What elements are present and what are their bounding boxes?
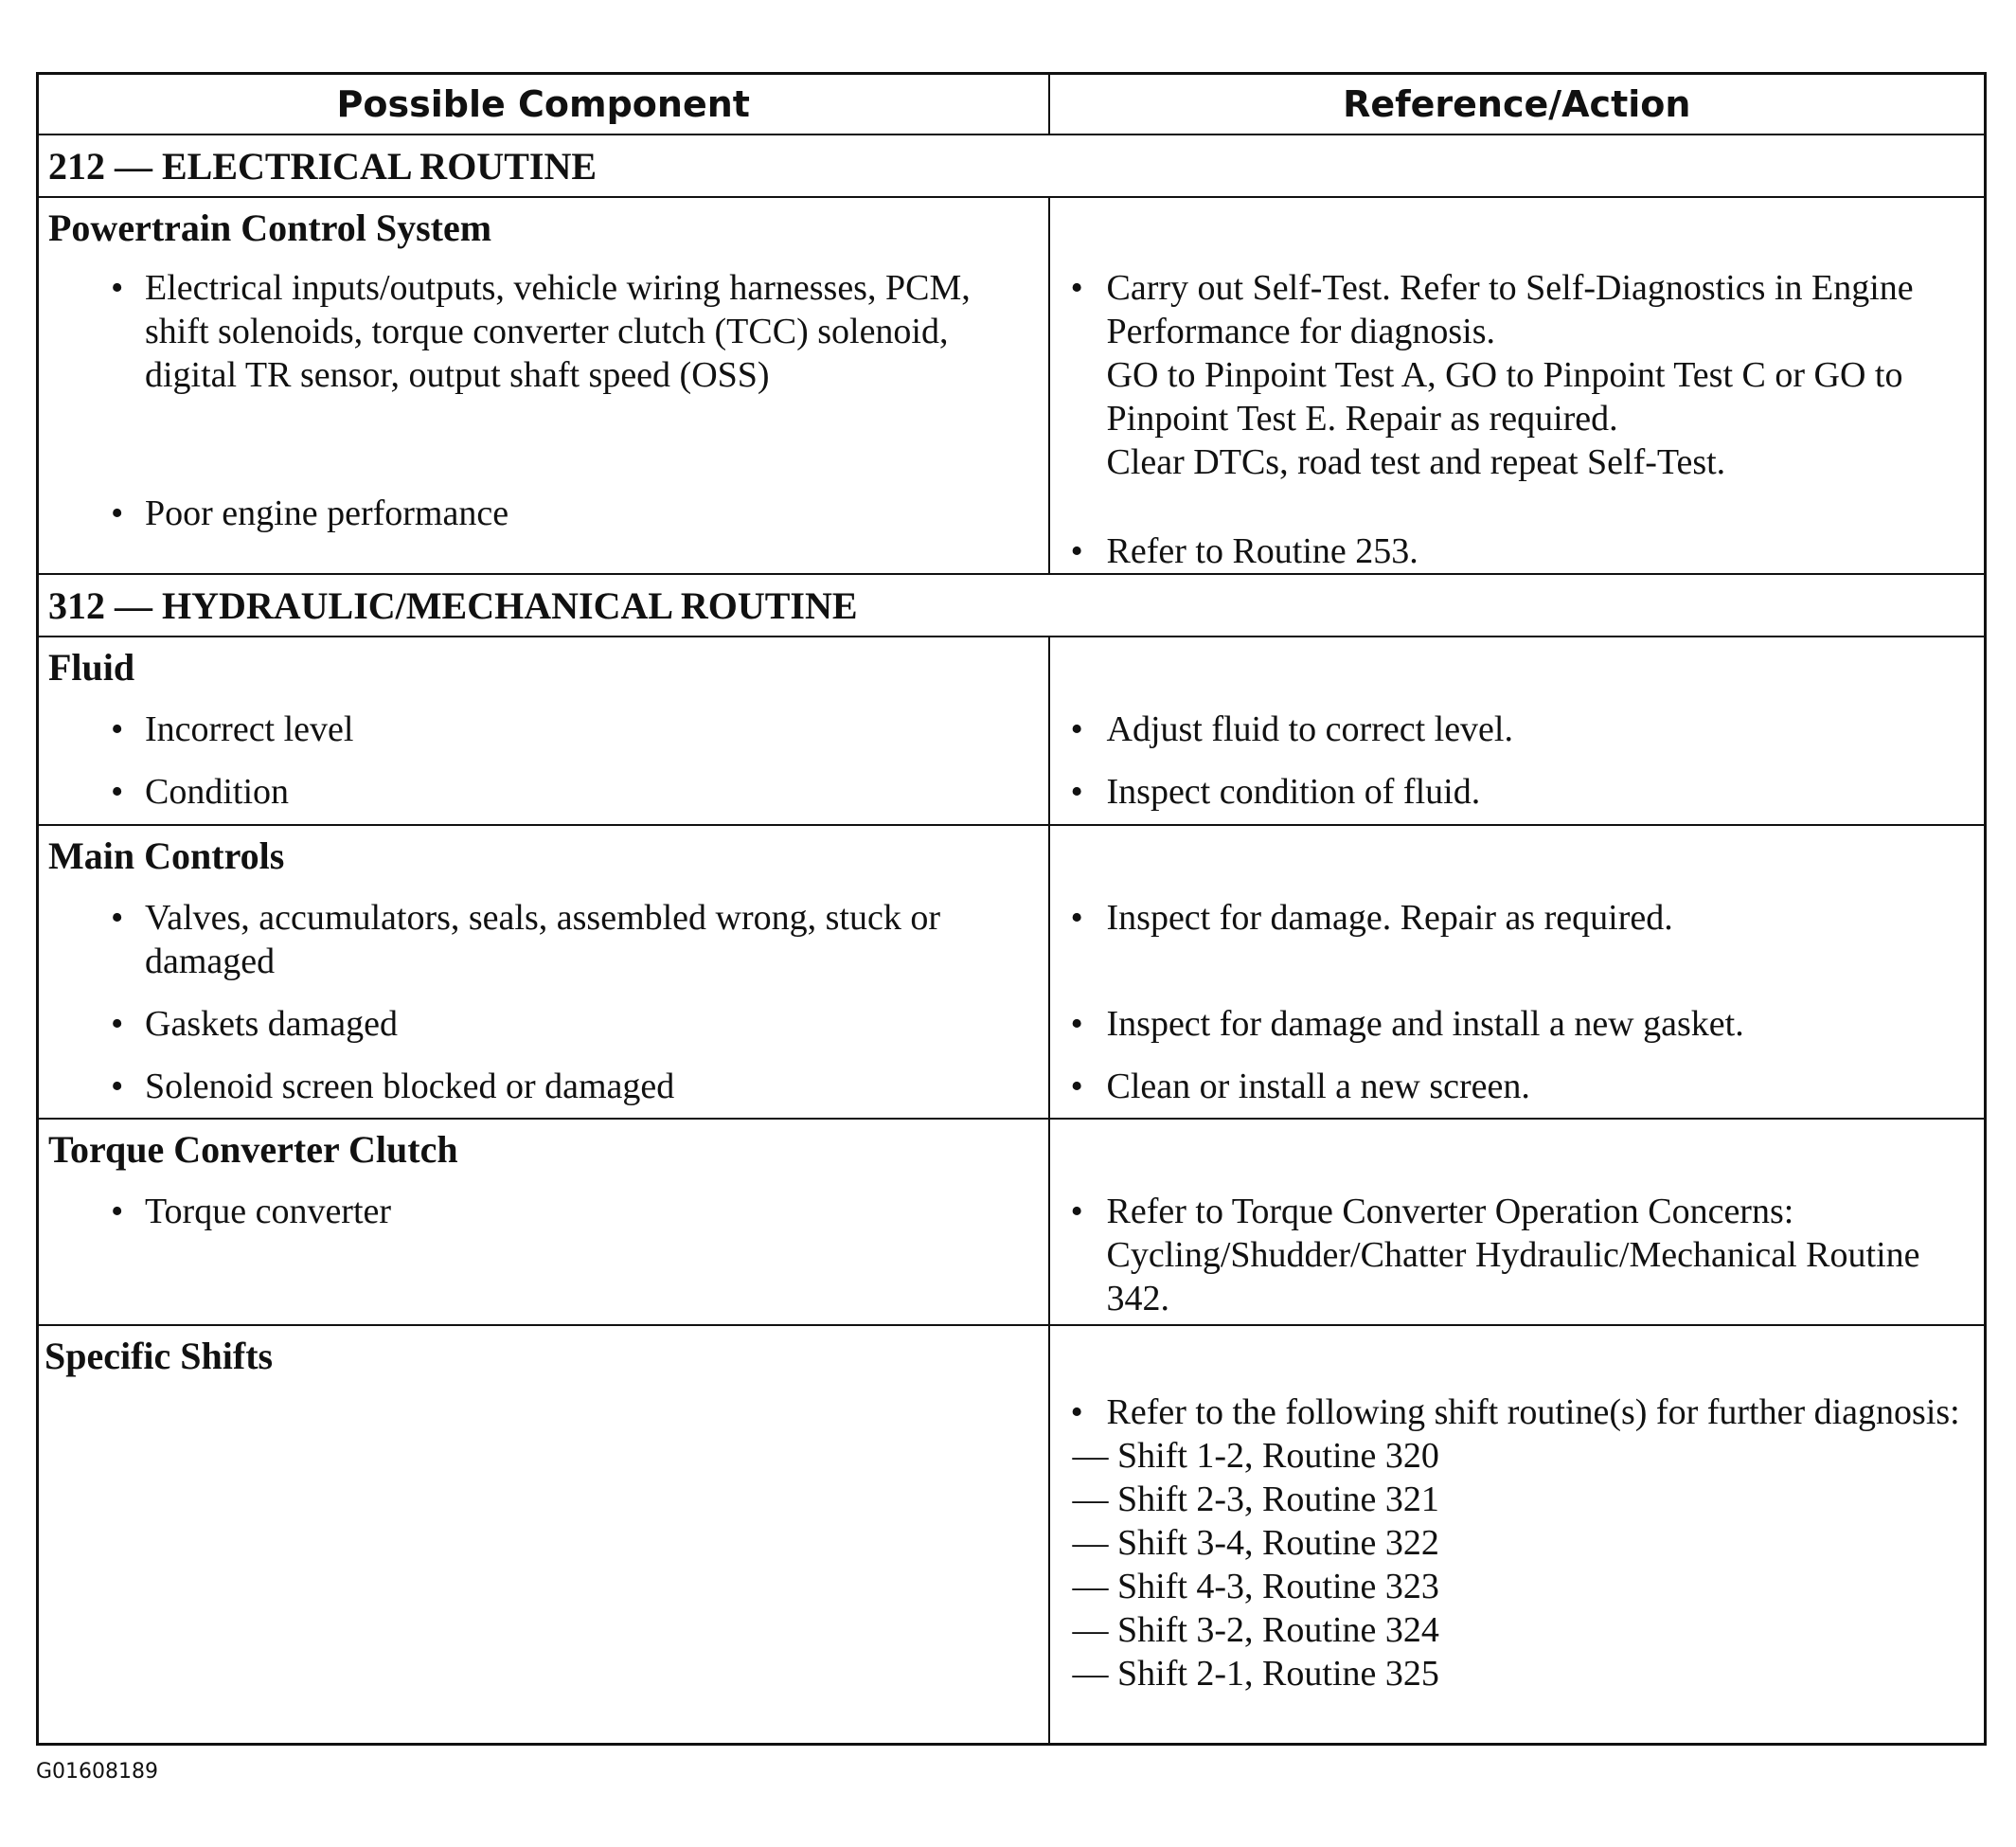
component-item	[39, 1002, 1048, 1046]
group-specific-shifts-row	[38, 1325, 1986, 1744]
shift-routine-list	[1050, 1434, 1985, 1695]
action-text: Inspect for damage and install a new gasket.	[1106, 1004, 1744, 1044]
group-specific-shifts-components	[38, 1325, 1049, 1744]
bullet: •	[1070, 1004, 1083, 1044]
component-item	[39, 1065, 1048, 1108]
shift-routine-item: — Shift 1-2, Routine 320	[1072, 1436, 1439, 1476]
routine-312-title: 312 — HYDRAULIC/MECHANICAL ROUTINE	[38, 574, 1986, 637]
group-title-tcc: Torque Converter Clutch	[48, 1128, 458, 1171]
group-specific-shifts-actions	[1049, 1325, 1986, 1744]
bullet: •	[1070, 1067, 1083, 1106]
bullet: •	[1070, 268, 1083, 308]
bullet: •	[1070, 1392, 1083, 1432]
component-item	[39, 266, 1048, 484]
group-fluid-components	[38, 637, 1049, 825]
component-text: Incorrect level	[145, 709, 354, 749]
component-text: Electrical inputs/outputs, vehicle wiring harnesses, PCM, shift solenoids, torque converter clutch (TCC) solenoid, digital TR sensor, output shaft speed (OSS)	[145, 268, 971, 395]
bullet: •	[111, 898, 124, 938]
shift-routine-item: — Shift 3-4, Routine 322	[1072, 1523, 1439, 1563]
action-text: Refer to Routine 253.	[1106, 531, 1418, 571]
bullet: •	[111, 772, 124, 812]
bullet: •	[1070, 531, 1083, 571]
group-title-main-controls: Main Controls	[48, 834, 285, 877]
group-powertrain-components	[38, 197, 1049, 574]
component-text: Gaskets damaged	[145, 1004, 398, 1044]
bullet: •	[111, 709, 124, 749]
action-item	[1050, 896, 1985, 983]
component-item	[39, 492, 1048, 535]
shift-routine-item: — Shift 4-3, Routine 323	[1072, 1567, 1439, 1606]
component-item	[39, 896, 1048, 983]
component-item	[39, 770, 1048, 814]
component-text: Poor engine performance	[145, 493, 509, 533]
action-item	[1050, 529, 1985, 573]
group-main-controls-row	[38, 825, 1986, 1119]
action-text: Inspect for damage. Repair as required.	[1106, 898, 1673, 938]
figure-code: G01608189	[36, 1760, 159, 1784]
shift-routine-item: — Shift 3-2, Routine 324	[1072, 1610, 1439, 1650]
action-text: Refer to the following shift routine(s) for further diagnosis:	[1106, 1392, 1960, 1432]
action-text: Inspect condition of fluid.	[1106, 772, 1481, 812]
action-item	[1050, 770, 1985, 814]
group-powertrain-row	[38, 197, 1986, 574]
action-item	[1050, 1002, 1985, 1046]
bullet: •	[111, 1004, 124, 1044]
bullet: •	[111, 1192, 124, 1231]
component-item	[39, 708, 1048, 751]
group-tcc-actions	[1049, 1119, 1986, 1325]
action-item	[1050, 708, 1985, 751]
action-text: Clean or install a new screen.	[1106, 1067, 1530, 1106]
component-text: Torque converter	[145, 1192, 392, 1231]
bullet: •	[111, 493, 124, 533]
diagnostic-table-container	[36, 72, 1984, 1746]
group-main-controls-components	[38, 825, 1049, 1119]
header-possible-component: Possible Component	[38, 74, 1049, 135]
shift-routine-item: — Shift 2-3, Routine 321	[1072, 1479, 1439, 1519]
bullet: •	[111, 1067, 124, 1106]
group-fluid-row	[38, 637, 1986, 825]
group-title-powertrain: Powertrain Control System	[48, 206, 492, 249]
action-text: GO to Pinpoint Test A, GO to Pinpoint Test C or GO to Pinpoint Test E. Repair as required.	[1106, 355, 1903, 439]
action-text: Refer to Torque Converter Operation Concerns: Cycling/Shudder/Chatter Hydraulic/Mechanical Routine 342.	[1106, 1192, 1920, 1318]
group-main-controls-actions	[1049, 825, 1986, 1119]
diagnostic-table	[36, 72, 1987, 1746]
group-title-specific-shifts: Specific Shifts	[45, 1335, 274, 1377]
component-text: Condition	[145, 772, 290, 812]
header-row	[38, 74, 1986, 135]
group-powertrain-actions	[1049, 197, 1986, 574]
action-item	[1050, 1190, 1985, 1320]
bullet: •	[1070, 1192, 1083, 1231]
action-text: Carry out Self-Test. Refer to Self-Diagnostics in Engine Performance for diagnosis.	[1106, 268, 1914, 351]
component-text: Solenoid screen blocked or damaged	[145, 1067, 675, 1106]
group-tcc-row	[38, 1119, 1986, 1325]
bullet: •	[1070, 772, 1083, 812]
action-text: Clear DTCs, road test and repeat Self-Test.	[1106, 442, 1726, 482]
action-item	[1050, 266, 1985, 528]
bullet: •	[111, 268, 124, 308]
group-title-fluid: Fluid	[48, 646, 135, 689]
action-item	[1050, 1065, 1985, 1108]
action-item	[1050, 1390, 1985, 1434]
component-item	[39, 1190, 1048, 1233]
group-tcc-components	[38, 1119, 1049, 1325]
group-fluid-actions	[1049, 637, 1986, 825]
bullet: •	[1070, 709, 1083, 749]
routine-212-title: 212 — ELECTRICAL ROUTINE	[38, 134, 1986, 197]
bullet: •	[1070, 898, 1083, 938]
component-text: Valves, accumulators, seals, assembled wrong, stuck or damaged	[145, 898, 941, 981]
action-text: Adjust fluid to correct level.	[1106, 709, 1513, 749]
routine-212-row	[38, 134, 1986, 197]
routine-312-row	[38, 574, 1986, 637]
header-reference-action: Reference/Action	[1049, 74, 1986, 135]
shift-routine-item: — Shift 2-1, Routine 325	[1072, 1654, 1439, 1694]
